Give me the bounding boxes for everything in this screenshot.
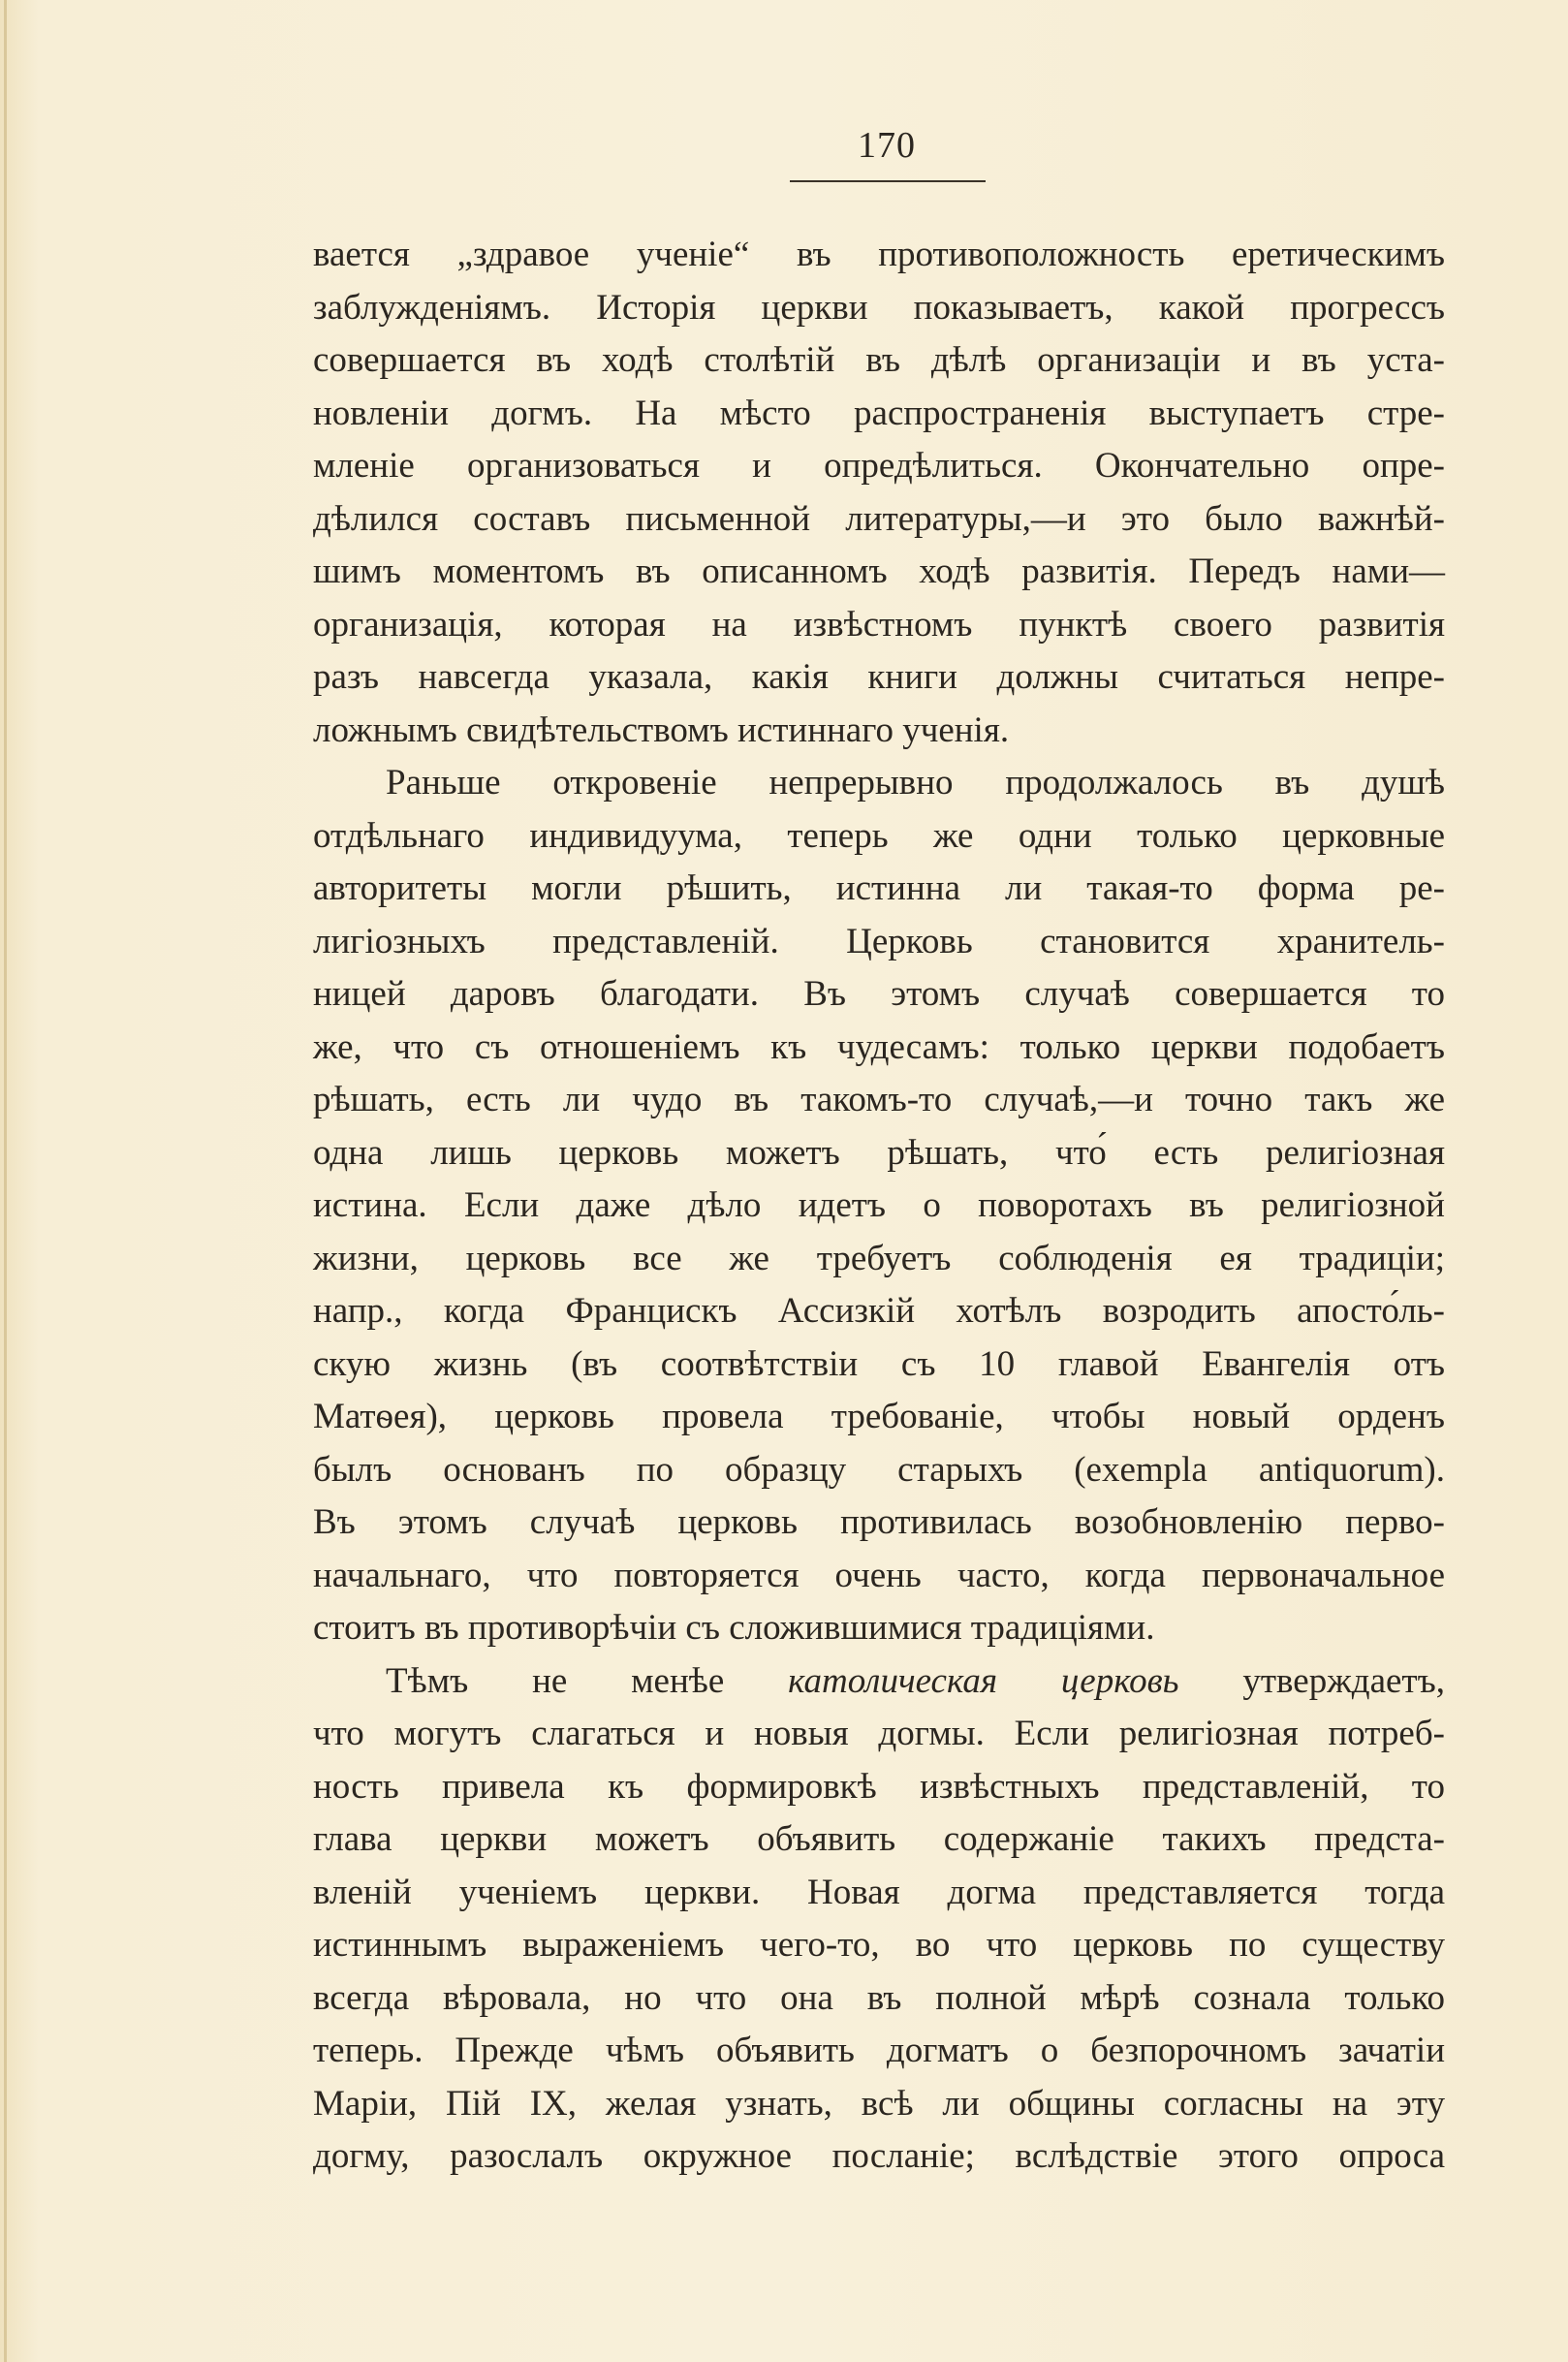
- text-line: истина. Если даже дѣло идетъ о поворотахъ въ религіозной: [313, 1185, 1445, 1225]
- text-line: всегда вѣровала, но что она въ полной мѣрѣ сознала только: [313, 1977, 1445, 2018]
- text-line: [313, 1655, 1445, 1709]
- text-line: стоитъ въ противорѣчіи съ сложившимися традиціями.: [313, 1608, 1155, 1648]
- text-line: что могутъ слагаться и новыя догмы. Если религіозная потреб-: [313, 1714, 1445, 1753]
- text-run: утверждаетъ,: [1178, 1660, 1445, 1701]
- text-line: организація, которая на извѣстномъ пунктѣ своего развитія: [313, 604, 1445, 645]
- text-line: разъ навсегда указала, какія книги должны считаться непре-: [313, 657, 1445, 697]
- page-number: 170: [858, 125, 916, 166]
- text-line: одна лишь церковь можетъ рѣшать, что́ есть религіозная: [313, 1132, 1445, 1173]
- text-line: ложнымъ свидѣтельствомъ истиннаго ученія.: [313, 709, 1010, 750]
- text-line: скую жизнь (въ соотвѣтствіи съ 10 главой Евангелія отъ: [313, 1343, 1445, 1384]
- text-run: Тѣмъ не менѣе: [386, 1660, 789, 1701]
- text-line: же, что съ отношеніемъ къ чудесамъ: только церкви подобаетъ: [313, 1026, 1445, 1067]
- text-line: Маріи, Пій IX, желая узнать, всѣ ли общины согласны на эту: [313, 2083, 1445, 2124]
- text-line: новленіи догмъ. На мѣсто распространенія выступаетъ стре-: [313, 393, 1445, 433]
- text-line: Матѳея), церковь провела требованіе, чтобы новый орденъ: [313, 1397, 1445, 1436]
- text-line: Въ этомъ случаѣ церковь противилась возобновленію перво-: [313, 1502, 1445, 1542]
- text-line: начальнаго, что повторяется очень часто, когда первоначальное: [313, 1555, 1445, 1595]
- text-line: вленій ученіемъ церкви. Новая догма представляется тогда: [313, 1872, 1445, 1912]
- body-text: [313, 229, 1445, 2184]
- text-line: заблужденіямъ. Исторія церкви показываетъ, какой прогрессъ: [313, 287, 1445, 328]
- text-line: былъ основанъ по образцу старыхъ (exempla antiquorum).: [313, 1449, 1445, 1490]
- text-line: истиннымъ выраженіемъ чего-то, во что церковь по существу: [313, 1925, 1445, 1965]
- text-line: отдѣльнаго индивидуума, теперь же одни только церковные: [313, 815, 1445, 856]
- text-line: дѣлился составъ письменной литературы,—и это было важнѣй-: [313, 498, 1445, 539]
- page-gutter: [4, 0, 7, 2362]
- paragraph-2: [313, 757, 1445, 1655]
- paragraph-3: [313, 1655, 1445, 2184]
- text-line: ность привела къ формировкѣ извѣстныхъ представленій, то: [313, 1766, 1445, 1807]
- text-line: шимъ моментомъ въ описанномъ ходѣ развитія. Передъ нами—: [313, 551, 1445, 591]
- paragraph-1: [313, 229, 1445, 757]
- text-line: вается „здравое ученіе“ въ противоположность еретическимъ: [313, 235, 1445, 274]
- text-line: догму, разослалъ окружное посланіе; вслѣдствіе этого опроса: [313, 2136, 1445, 2176]
- text-line: рѣшать, есть ли чудо въ такомъ-то случаѣ,—и точно такъ же: [313, 1080, 1445, 1119]
- text-line: Раньше откровеніе непрерывно продолжалось въ душѣ: [386, 763, 1445, 803]
- text-line: ницей даровъ благодати. Въ этомъ случаѣ совершается то: [313, 974, 1445, 1014]
- emphasis-catholic-church: католическая церковь: [788, 1660, 1179, 1701]
- text-line: теперь. Прежде чѣмъ объявить догматъ о безпорочномъ зачатіи: [313, 2031, 1445, 2070]
- text-line: авторитеты могли рѣшить, истинна ли такая-то форма ре-: [313, 868, 1445, 908]
- text-line: жизни, церковь все же требуетъ соблюденія ея традиціи;: [313, 1238, 1445, 1278]
- text-line: глава церкви можетъ объявить содержаніе такихъ предста-: [313, 1819, 1445, 1859]
- text-line: напр., когда Францискъ Ассизкій хотѣлъ возродить апосто́ль-: [313, 1291, 1445, 1331]
- header-rule: [790, 180, 986, 182]
- text-line: лигіозныхъ представленій. Церковь становится хранитель-: [313, 921, 1445, 961]
- text-line: совершается въ ходѣ столѣтій въ дѣлѣ организаціи и въ уста-: [313, 340, 1445, 380]
- text-line: мленіе организоваться и опредѣлиться. Окончательно опре-: [313, 446, 1445, 486]
